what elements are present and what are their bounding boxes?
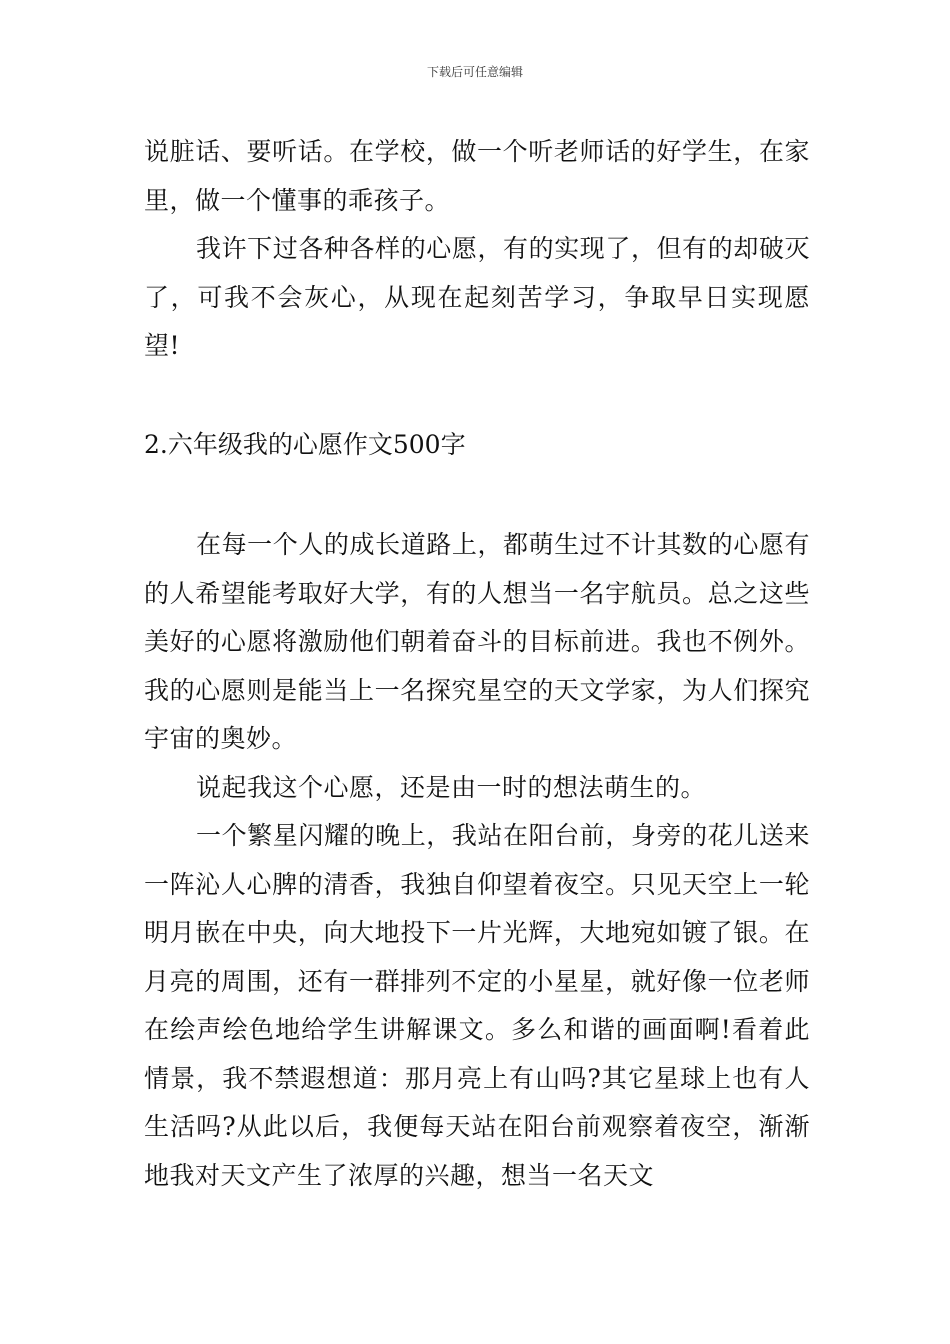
paragraph-continuation: 说脏话、要听话。在学校，做一个听老师话的好学生，在家里，做一个懂事的乖孩子。 [144, 137, 810, 215]
paragraph-origin: 说起我这个心愿，还是由一时的想法萌生的。 [196, 772, 707, 802]
section-title: 2.六年级我的心愿作文500字 [144, 429, 466, 459]
document-body [144, 128, 810, 1200]
paragraph-night-sky: 一个繁星闪耀的晚上，我站在阳台前，身旁的花儿送来一阵沁人心脾的清香，我独自仰望着夜空。只见天空上一轮明月嵌在中央，向大地投下一片光辉，大地宛如镀了银。在月亮的周围，还有一群排列不定的小星星，就好像一位老师在绘声绘色地给学生讲解课文。多么和谐的画面啊!看着此情景，我不禁遐想道：那月亮上有山吗?其它星球上也有人生活吗?从此以后，我便每天站在阳台前观察着夜空，渐渐地我对天文产生了浓厚的兴趣，想当一名天文 [144, 821, 810, 1190]
page-header: 下载后可任意编辑 [426, 65, 523, 79]
paragraph-intro: 在每一个人的成长道路上，都萌生过不计其数的心愿有的人希望能考取好大学，有的人想当一名宇航员。总之这些美好的心愿将激励他们朝着奋斗的目标前进。我也不例外。我的心愿则是能当上一名探究星空的天文学家，为人们探究宇宙的奥妙。 [144, 530, 810, 753]
paragraph-wishes: 我许下过各种各样的心愿，有的实现了，但有的却破灭了，可我不会灰心，从现在起刻苦学习，争取早日实现愿望! [144, 234, 810, 360]
